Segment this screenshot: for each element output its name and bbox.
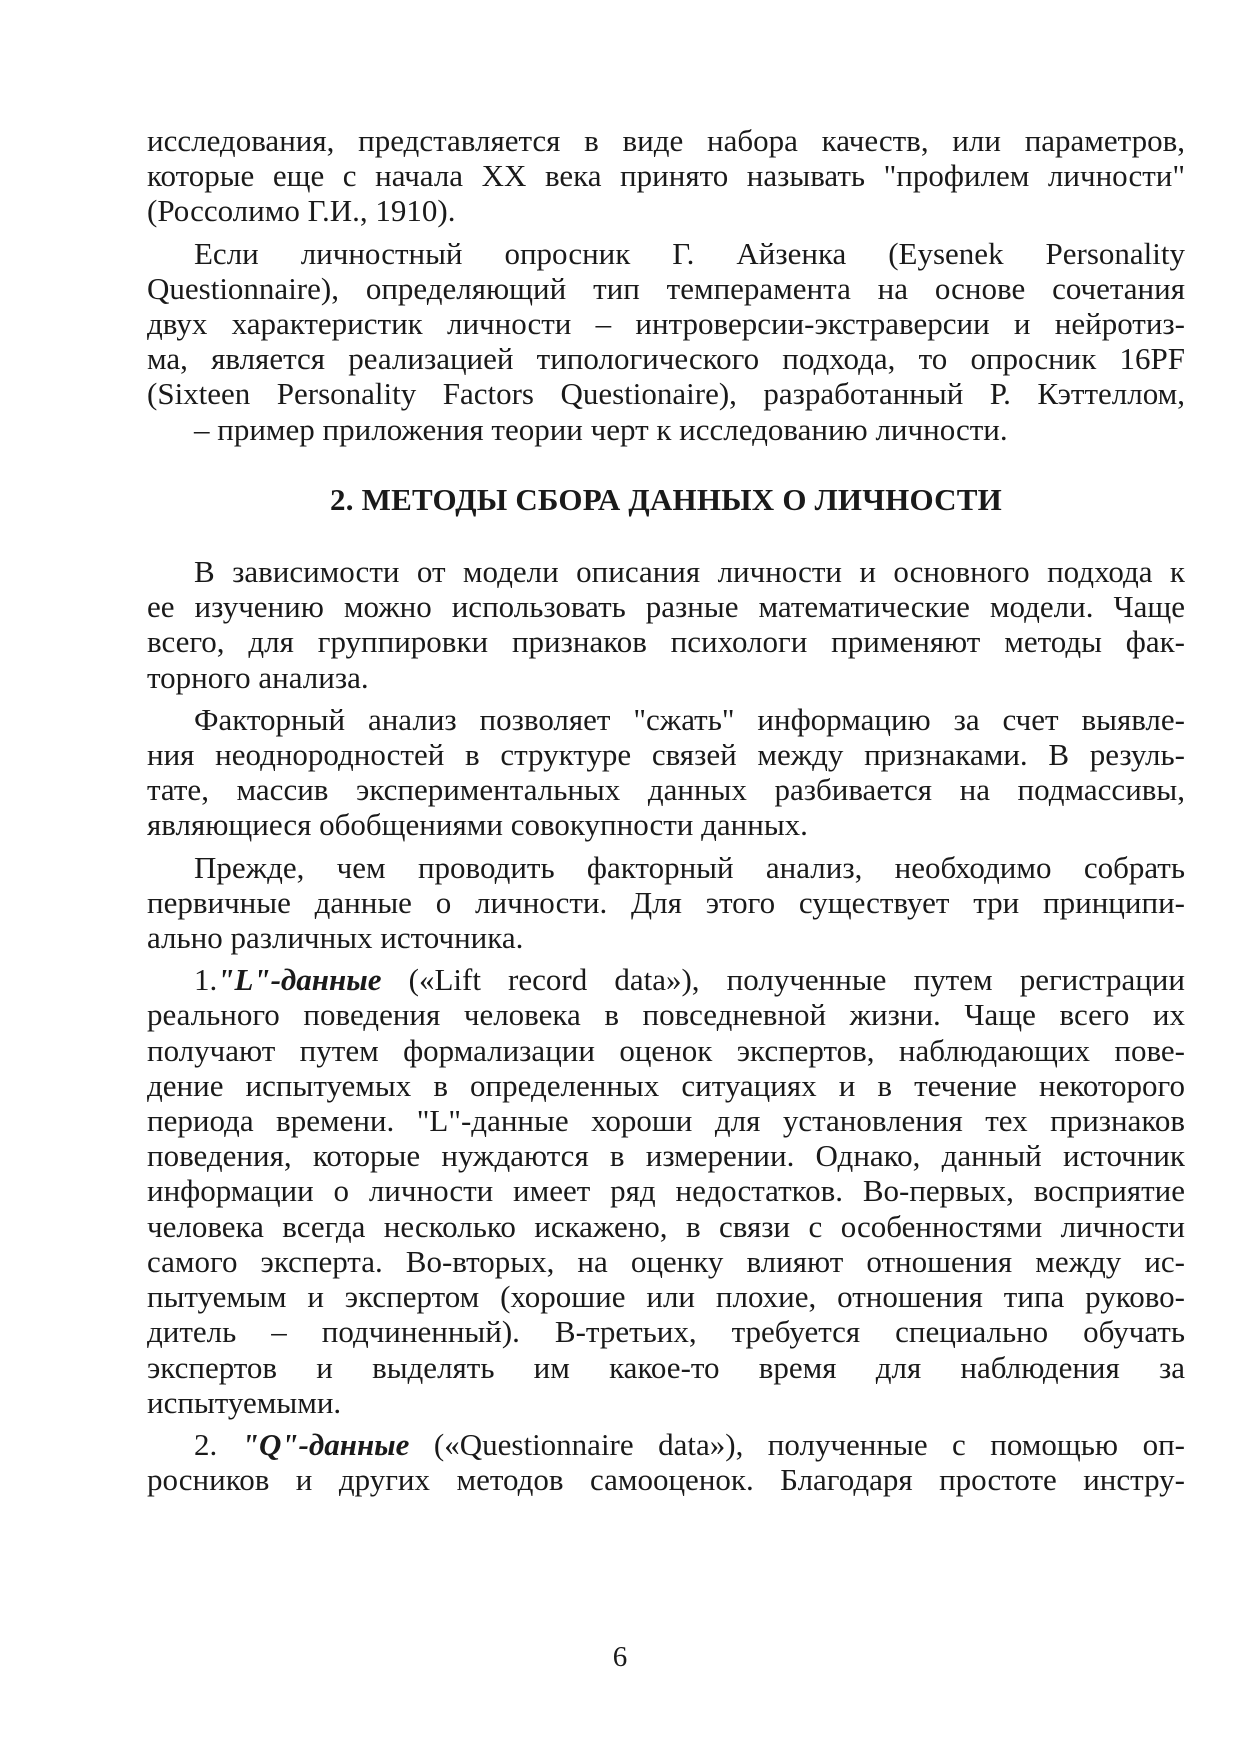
- text-line: всего, для группировки признаков психологи применяют методы фак-: [147, 624, 1185, 660]
- text-line: [147, 962, 1185, 997]
- term-q-data: "Q"-данные: [241, 1426, 410, 1462]
- text-line: (Россолимо Г.И., 1910).: [147, 193, 456, 229]
- text-line: пытуемым и экспертом (хорошие или плохие, отношения типа руково-: [147, 1279, 1185, 1315]
- text-line: реального поведения человека в повседневной жизни. Чаще всего их: [147, 997, 1185, 1033]
- text-line: – пример приложения теории черт к исследованию личности.: [194, 411, 1008, 447]
- text-line: ально различных источника.: [147, 920, 524, 956]
- text-line: самого эксперта. Во-вторых, на оценку влияют отношения между ис-: [147, 1243, 1185, 1279]
- text-line: получают путем формализации оценок экспертов, наблюдающих пове-: [147, 1032, 1185, 1068]
- text-line: (Sixteen Personality Factors Questionaire), разработанный Р. Кэттеллом,: [147, 376, 1185, 412]
- text-line: являющиеся обобщениями совокупности данных.: [147, 807, 808, 843]
- text-line: дение испытуемых в определенных ситуациях и в течение некоторого: [147, 1067, 1185, 1103]
- text-line: экспертов и выделять им какое-то время для наблюдения за: [147, 1349, 1185, 1385]
- text-line: росников и других методов самооценок. Благодаря простоте инстру-: [147, 1462, 1185, 1498]
- text-line: поведения, которые нуждаются в измерении. Однако, данный источник: [147, 1138, 1185, 1174]
- text-line: ма, является реализацией типологического подхода, то опросник 16PF: [147, 341, 1185, 377]
- paragraph-models: [147, 554, 1185, 695]
- term-description: («Questionnaire data»), полученные с помощью оп-: [409, 1426, 1185, 1462]
- text-line: первичные данные о личности. Для этого существует три принципи-: [147, 884, 1185, 920]
- text-line: В зависимости от модели описания личности и основного подхода к: [194, 554, 1185, 590]
- text-line: информации о личности имеет ряд недостатков. Во-первых, восприятие: [147, 1173, 1185, 1209]
- text-line: двух характеристик личности – интроверсии-экстраверсии и нейротиз-: [147, 306, 1185, 342]
- text-line: ее изучению можно использовать разные математические модели. Чаще: [147, 589, 1185, 625]
- paragraph-q-data: [147, 1427, 1185, 1497]
- text-line: человека всегда несколько искажено, в связи с особенностями личности: [147, 1208, 1185, 1244]
- paragraph-l-data: [147, 962, 1185, 1420]
- text-line: которые еще с начала XX века принято называть "профилем личности": [147, 158, 1185, 194]
- text-line: исследования, представляется в виде набора качеств, или параметров,: [147, 123, 1185, 158]
- text-line: периода времени. "L"-данные хороши для установления тех признаков: [147, 1103, 1185, 1139]
- text-line: испытуемыми.: [147, 1384, 342, 1420]
- text-line: торного анализа.: [147, 659, 369, 695]
- text-line: дитель – подчиненный). В-третьих, требуется специально обучать: [147, 1314, 1185, 1350]
- text-line: [147, 1427, 1185, 1462]
- text-line: тате, массив экспериментальных данных разбивается на подмассивы,: [147, 772, 1185, 808]
- section-heading: 2. МЕТОДЫ СБОРА ДАННЫХ О ЛИЧНОСТИ: [330, 481, 1002, 517]
- paragraph-factor-analysis: [147, 702, 1185, 843]
- page-number: 6: [612, 1641, 628, 1673]
- list-number: 2.: [194, 1426, 242, 1462]
- text-line: ния неоднородностей в структуре связей между признаками. В резуль-: [147, 737, 1185, 773]
- paragraph-sources: [147, 850, 1185, 956]
- term-description: («Lift record data»), полученные путем регистрации: [381, 962, 1185, 998]
- paragraph-eysenck: [147, 236, 1185, 447]
- text-line: Questionnaire), определяющий тип темперамента на основе сочетания: [147, 270, 1185, 306]
- term-l-data: "L"-данные: [217, 962, 382, 998]
- list-number: 1.: [194, 962, 218, 998]
- page-body: [147, 123, 1185, 1504]
- paragraph-profile: [147, 123, 1185, 229]
- text-line: Если личностный опросник Г. Айзенка (Eysenek Personality: [194, 235, 1185, 271]
- text-line: Прежде, чем проводить факторный анализ, необходимо собрать: [194, 849, 1185, 885]
- text-line: Факторный анализ позволяет "сжать" информацию за счет выявле-: [194, 701, 1185, 737]
